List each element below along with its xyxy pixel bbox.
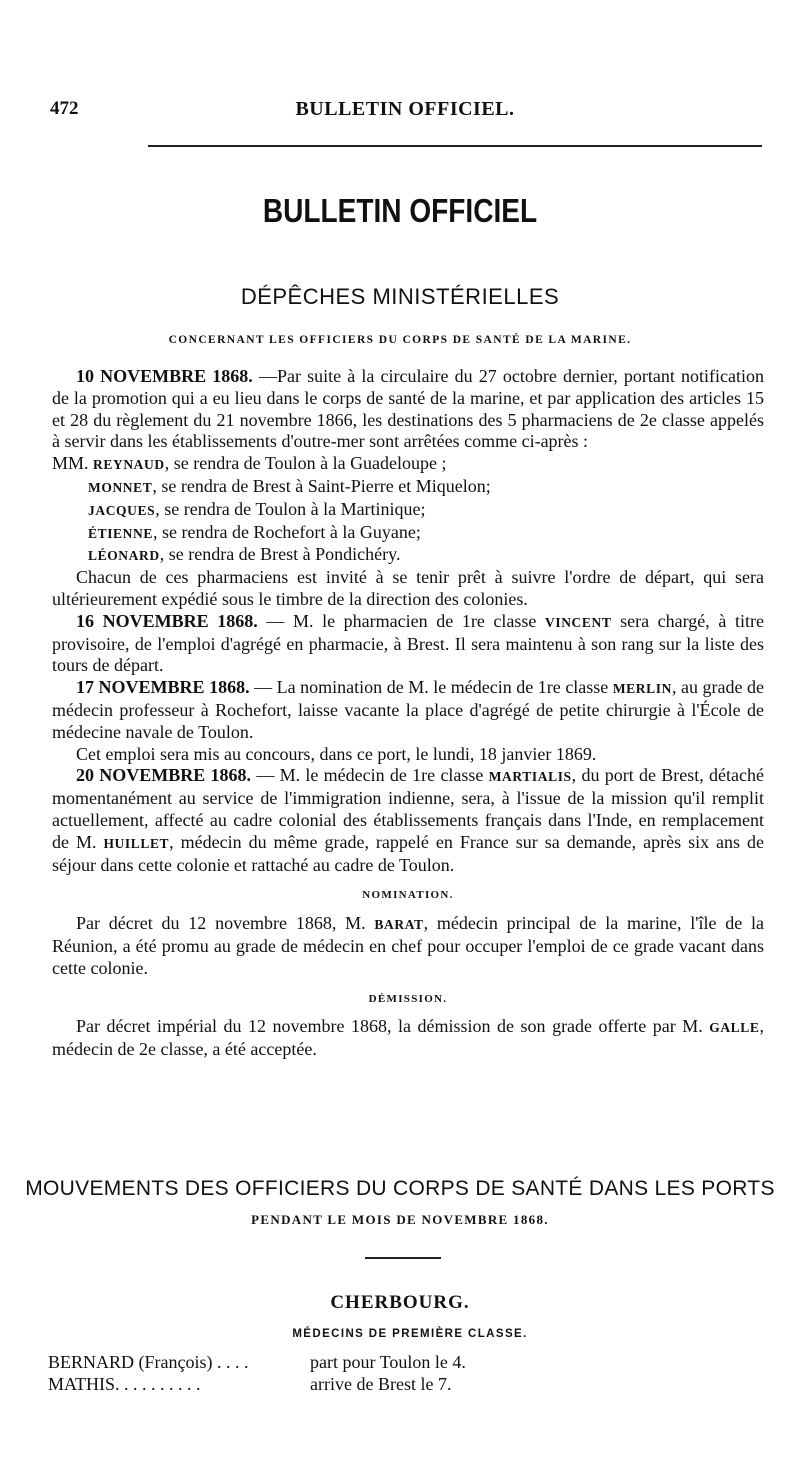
list-text: , se rendra de Toulon à la Guadeloupe ; <box>164 453 447 474</box>
port-heading: CHERBOURG. <box>330 1292 470 1313</box>
paragraph-6 <box>52 765 764 876</box>
list-text: , se rendra de Toulon à la Martinique; <box>155 498 426 519</box>
paragraph-text: , médecin principal de la marine, l'île de la Réunion, a été promu au grade de médecin en chef pour occuper l'emploi de ce grade vacant dans cette colonie. <box>52 913 764 978</box>
movements-title: MOUVEMENTS DES OFFICIERS DU CORPS DE SANTÉ DANS LES PORTS <box>25 1177 775 1200</box>
dispatch-date: 20 NOVEMBRE 1868. <box>76 765 252 786</box>
person-name: MARTIALIS <box>488 769 572 785</box>
person-name: ÉTIENNE <box>88 525 153 541</box>
entry-name: MATHIS. . . . . . . . . . <box>48 1374 201 1394</box>
person-name: REYNAUD <box>93 457 165 473</box>
paragraph-text: , médecin de 2e classe, a été acceptée. <box>52 1016 764 1060</box>
body-text <box>52 366 764 1061</box>
paragraph-7 <box>52 913 764 979</box>
paragraph-text: , du port de Brest, détaché momentanément au service de l'immigration indienne, sera, à l'issue de la mission qu'il remplit actuellement, affecté au cadre colonial des établissements français dans l'Inde, en remplacement de M. <box>52 765 765 852</box>
list-item <box>52 499 764 522</box>
paragraph-1 <box>52 366 764 453</box>
person-name: JACQUES <box>88 502 156 518</box>
paragraph-text: —Par suite à la circulaire du 27 octobre dernier, portant notification de la promotion qui a eu lieu dans le corps de santé de la marine, et par application des articles 15 et 28 du règlement du 21 novembre 1866, les destinations des 5 pharmaciens de 2e classe appelés à servir dans les établissements d'outre-mer sont arrêtées comme ci-après : <box>52 366 764 452</box>
section-title: DÉPÊCHES MINISTÉRIELLES <box>240 284 560 309</box>
person-name: LÉONARD <box>88 548 160 564</box>
page-number: 472 <box>50 98 79 119</box>
person-name: GALLE <box>709 1020 760 1036</box>
person-name: VINCENT <box>545 614 612 630</box>
paragraph-text: Par décret impérial du 12 novembre 1868, la démission de son grade offerte par M. <box>76 1016 710 1037</box>
paragraph-8 <box>52 1016 764 1061</box>
running-title: BULLETIN OFFICIEL. <box>295 98 515 120</box>
dispatch-date: 10 NOVEMBRE 1868. <box>76 366 253 386</box>
list-text: , se rendra de Brest à Saint-Pierre et Miquelon; <box>152 475 491 496</box>
list-text: , se rendra de Brest à Pondichéry. <box>159 544 401 565</box>
paragraph-text: sera chargé, à titre provisoire, de l'emploi d'agrégé en pharmacie, à Brest. Il sera maintenu à son rang sur la liste des tours de départ. <box>52 610 764 676</box>
movement-entry <box>48 1352 728 1374</box>
list-item <box>52 453 764 476</box>
section-subtitle: CONCERNANT LES OFFICIERS DU CORPS DE SANTÉ DE LA MARINE. <box>168 334 632 346</box>
header-rule <box>148 145 762 147</box>
demission-heading: DÉMISSION. <box>368 992 448 1005</box>
entry-action: part pour Toulon le 4. <box>310 1352 466 1372</box>
movements-subtitle: PENDANT LE MOIS DE NOVEMBRE 1868. <box>251 1212 549 1227</box>
list-item <box>52 522 764 545</box>
paragraph-text: , médecin du même grade, rappelé en France sur sa demande, après six ans de séjour dans cette colonie et rattaché au cadre de Toulon. <box>52 831 764 875</box>
nomination-heading: NOMINATION. <box>362 889 454 902</box>
person-name: MONNET <box>88 479 153 495</box>
paragraph-text: Par décret du 12 novembre 1868, M. <box>76 913 375 934</box>
movement-entry <box>48 1374 728 1396</box>
list-text: , se rendra de Rochefort à la Guyane; <box>152 521 421 542</box>
paragraph-4 <box>52 677 764 743</box>
person-name: HUILLET <box>103 835 170 851</box>
paragraph-5: Cet emploi sera mis au concours, dans ce port, le lundi, 18 janvier 1869. <box>76 743 597 764</box>
entry-name: BERNARD (François) . . . . <box>48 1352 249 1372</box>
running-header <box>50 98 760 122</box>
paragraph-text: , au grade de médecin professeur à Rochefort, laisse vacante la place d'agrégé de petite chirurgie à l'École de médecine navale de Toulon. <box>52 677 764 742</box>
dispatch-date: 17 NOVEMBRE 1868. <box>76 677 250 698</box>
list-prefix: MM. <box>52 453 94 474</box>
page-title: BULLETIN OFFICIEL <box>262 192 538 229</box>
entry-action: arrive de Brest le 7. <box>310 1374 452 1394</box>
paragraph-text: — M. le médecin de 1re classe <box>251 765 489 786</box>
list-item <box>52 476 764 499</box>
section-rule <box>365 1257 441 1259</box>
paragraph-3 <box>52 611 764 677</box>
dispatch-date: 16 NOVEMBRE 1868. <box>76 610 258 631</box>
category-heading: MÉDECINS DE PREMIÈRE CLASSE. <box>292 1328 528 1340</box>
paragraph-text: — M. le pharmacien de 1re classe <box>257 610 545 631</box>
paragraph-text: — La nomination de M. le médecin de 1re classe <box>249 677 613 698</box>
person-name: BARAT <box>374 917 424 933</box>
paragraph-2: Chacun de ces pharmaciens est invité à se tenir prêt à suivre l'ordre de départ, qui sera ultérieurement expédié sous le timbre de la direction des colonies. <box>52 567 764 609</box>
list-item <box>52 544 764 567</box>
person-name: MERLIN <box>612 681 672 697</box>
